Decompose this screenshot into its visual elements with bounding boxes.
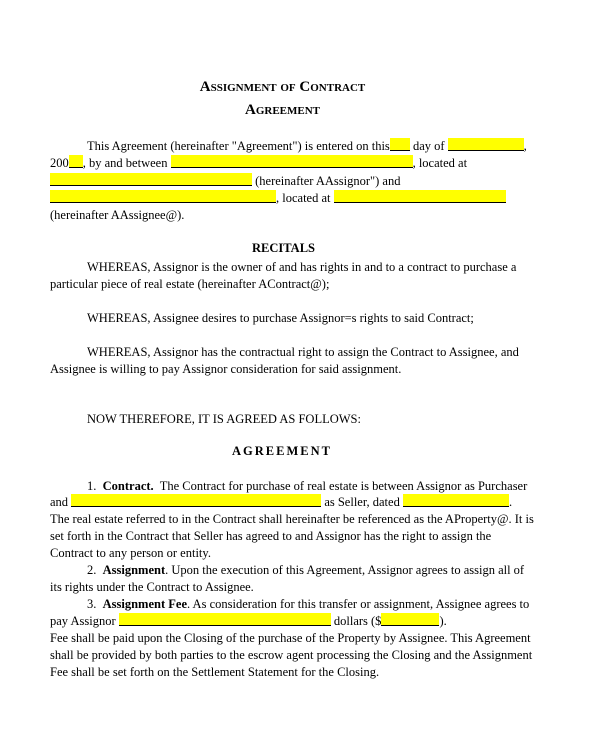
- clause-1-line-2: and as Seller, dated .: [50, 495, 513, 509]
- intro-line-4: , located at: [50, 190, 506, 207]
- intro-line-5: (hereinafter AAssignee@).: [50, 208, 185, 222]
- month-blank[interactable]: [448, 138, 524, 151]
- recitals-heading: RECITALS: [252, 241, 315, 255]
- contract-date-blank[interactable]: [403, 494, 509, 507]
- clause-1-line-1: 1. Contract. The Contract for purchase of real estate is between Assignor as Purchaser: [87, 479, 528, 493]
- recital-2: WHEREAS, Assignee desires to purchase Assignor=s rights to said Contract;: [87, 311, 474, 325]
- clause-3-line-4: shall be provided by both parties to the escrow agent processing the Closing and the Assignment: [50, 648, 533, 662]
- clause-3-line-1: 3. Assignment Fee. As consideration for this transfer or assignment, Assignee agrees to: [87, 597, 530, 611]
- now-therefore-line: NOW THEREFORE, IT IS AGREED AS FOLLOWS:: [87, 412, 361, 426]
- assignor-name-blank[interactable]: [171, 155, 413, 168]
- document-title-line-1: Assignment of Contract: [199, 79, 366, 95]
- clause-1-line-5: Contract to any person or entity.: [50, 546, 211, 560]
- recital-3-line-2: Assignee is willing to pay Assignor consideration for said assignment.: [50, 362, 402, 376]
- fee-words-blank[interactable]: [119, 613, 331, 626]
- day-blank[interactable]: [390, 138, 410, 151]
- seller-name-blank[interactable]: [71, 494, 321, 507]
- intro-line-2: 200 , by and between , located at: [50, 156, 468, 170]
- clause-1-line-4: set forth in the Contract that Seller has agreed to and Assignor has the right to assign the: [50, 529, 492, 543]
- clause-3-line-2: pay Assignor dollars ($ ).: [50, 614, 447, 628]
- recital-1-line-2: particular piece of real estate (hereinafter AContract@);: [50, 277, 330, 291]
- clause-1-line-3: The real estate referred to in the Contract shall hereinafter be referenced as the AProperty@. It is: [50, 512, 534, 526]
- fee-amount-blank[interactable]: [381, 613, 439, 626]
- intro-line-1: This Agreement (hereinafter "Agreement") is entered on this day of ,: [87, 139, 527, 153]
- year-blank[interactable]: [69, 155, 83, 168]
- clause-2-line-1: 2. Assignment. Upon the execution of this Agreement, Assignor agrees to assign all of: [87, 563, 525, 577]
- clause-3-line-3: Fee shall be paid upon the Closing of the purchase of the Property by Assignee. This Agreement: [50, 631, 531, 645]
- clause-2-line-2: its rights under the Contract to Assignee.: [50, 580, 254, 594]
- assignee-address-blank[interactable]: [334, 190, 506, 203]
- clause-3-line-5: Fee shall be set forth on the Settlement Statement for the Closing.: [50, 665, 380, 679]
- assignor-address-blank[interactable]: [50, 173, 252, 186]
- assignee-name-blank[interactable]: [50, 190, 276, 203]
- document-title-line-2: Agreement: [244, 102, 321, 118]
- intro-line-3: (hereinafter AAssignor") and: [50, 173, 400, 190]
- recital-3-line-1: WHEREAS, Assignor has the contractual right to assign the Contract to Assignee, and: [87, 345, 519, 359]
- recital-1-line-1: WHEREAS, Assignor is the owner of and has rights in and to a contract to purchase a: [87, 260, 517, 274]
- agreement-heading: AGREEMENT: [232, 444, 332, 458]
